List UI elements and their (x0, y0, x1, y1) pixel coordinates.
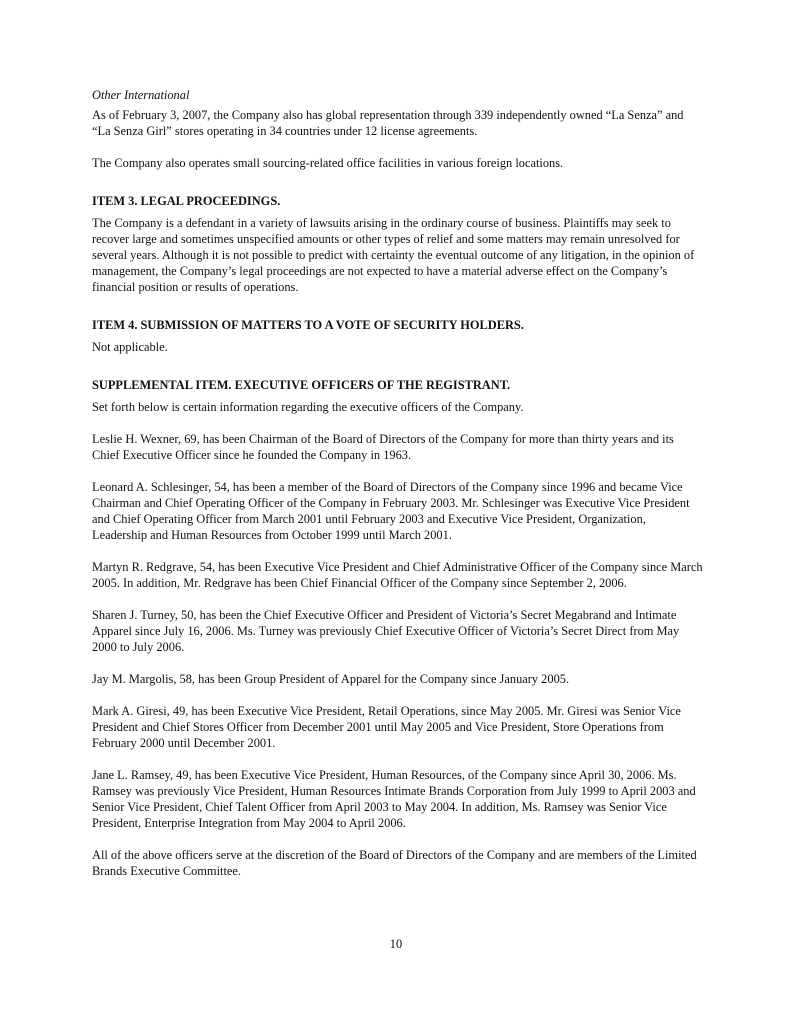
supplemental-closing: All of the above officers serve at the discretion of the Board of Directors of the Company and are members of the Limited Brands Executive Committee. (92, 848, 697, 878)
officer-paragraph: Jay M. Margolis, 58, has been Group President of Apparel for the Company since January 2005. (92, 672, 570, 686)
other-international-paragraph-2: The Company also operates small sourcing-related office facilities in various foreign locations. (92, 156, 564, 170)
item4-body: Not applicable. (92, 340, 168, 354)
officer-paragraph: Martyn R. Redgrave, 54, has been Executive Vice President and Chief Administrative Officer of the Company since March 2005. In addition, Mr. Redgrave has been Chief Financial Officer of the Company since September 2, 2006. (92, 560, 703, 590)
item3-heading: ITEM 3. LEGAL PROCEEDINGS. (92, 194, 281, 208)
document-page (92, 87, 704, 879)
supplemental-heading: SUPPLEMENTAL ITEM. EXECUTIVE OFFICERS OF THE REGISTRANT. (92, 378, 511, 392)
item4-heading: ITEM 4. SUBMISSION OF MATTERS TO A VOTE OF SECURITY HOLDERS. (92, 318, 524, 332)
officer-paragraph: Jane L. Ramsey, 49, has been Executive Vice President, Human Resources, of the Company since April 30, 2006. Ms. Ramsey was previously Vice President, Human Resources Intimate Brands Corporation from July 1999 to April 2003 and Senior Vice President, Chief Talent Officer from April 2003 to May 2004. In addition, Ms. Ramsey was Senior Vice President, Enterprise Integration from May 2004 to April 2006. (92, 768, 696, 830)
supplemental-intro: Set forth below is certain information regarding the executive officers of the Company. (92, 400, 524, 414)
officer-paragraph: Leonard A. Schlesinger, 54, has been a member of the Board of Directors of the Company since 1996 and became Vice Chairman and Chief Operating Officer of the Company in February 2003. Mr. Schlesinger was Executive Vice President and Chief Operating Officer from March 2001 until February 2003 and Executive Vice President, Organization, Leadership and Human Resources from October 1999 until March 2001. (92, 480, 690, 542)
item3-body: The Company is a defendant in a variety of lawsuits arising in the ordinary course of business. Plaintiffs may seek to recover large and sometimes unspecified amounts or other types of relief and some matters may remain unresolved for several years. Although it is not possible to predict with certainty the eventual outcome of any litigation, in the opinion of management, the Company’s legal proceedings are not expected to have a material adverse effect on the Company’s financial position or results of operations. (92, 216, 695, 294)
officer-paragraph: Sharen J. Turney, 50, has been the Chief Executive Officer and President of Victoria’s Secret Megabrand and Intimate Apparel since July 16, 2006. Ms. Turney was previously Chief Executive Officer of Victoria’s Secret Direct from May 2000 to July 2006. (92, 608, 680, 654)
other-international-subhead: Other International (92, 88, 190, 102)
officer-paragraph: Leslie H. Wexner, 69, has been Chairman of the Board of Directors of the Company for more than thirty years and its Chief Executive Officer since he founded the Company in 1963. (92, 432, 674, 462)
page-number: 10 (389, 937, 403, 951)
other-international-paragraph-1: As of February 3, 2007, the Company also has global representation through 339 independently owned “La Senza” and “La Senza Girl” stores operating in 34 countries under 12 license agreements. (92, 108, 684, 138)
officer-paragraph: Mark A. Giresi, 49, has been Executive Vice President, Retail Operations, since May 2005. Mr. Giresi was Senior Vice President and Chief Stores Officer from December 2001 until May 2005 and Vice President, Store Operations from February 2000 until December 2001. (92, 704, 681, 750)
